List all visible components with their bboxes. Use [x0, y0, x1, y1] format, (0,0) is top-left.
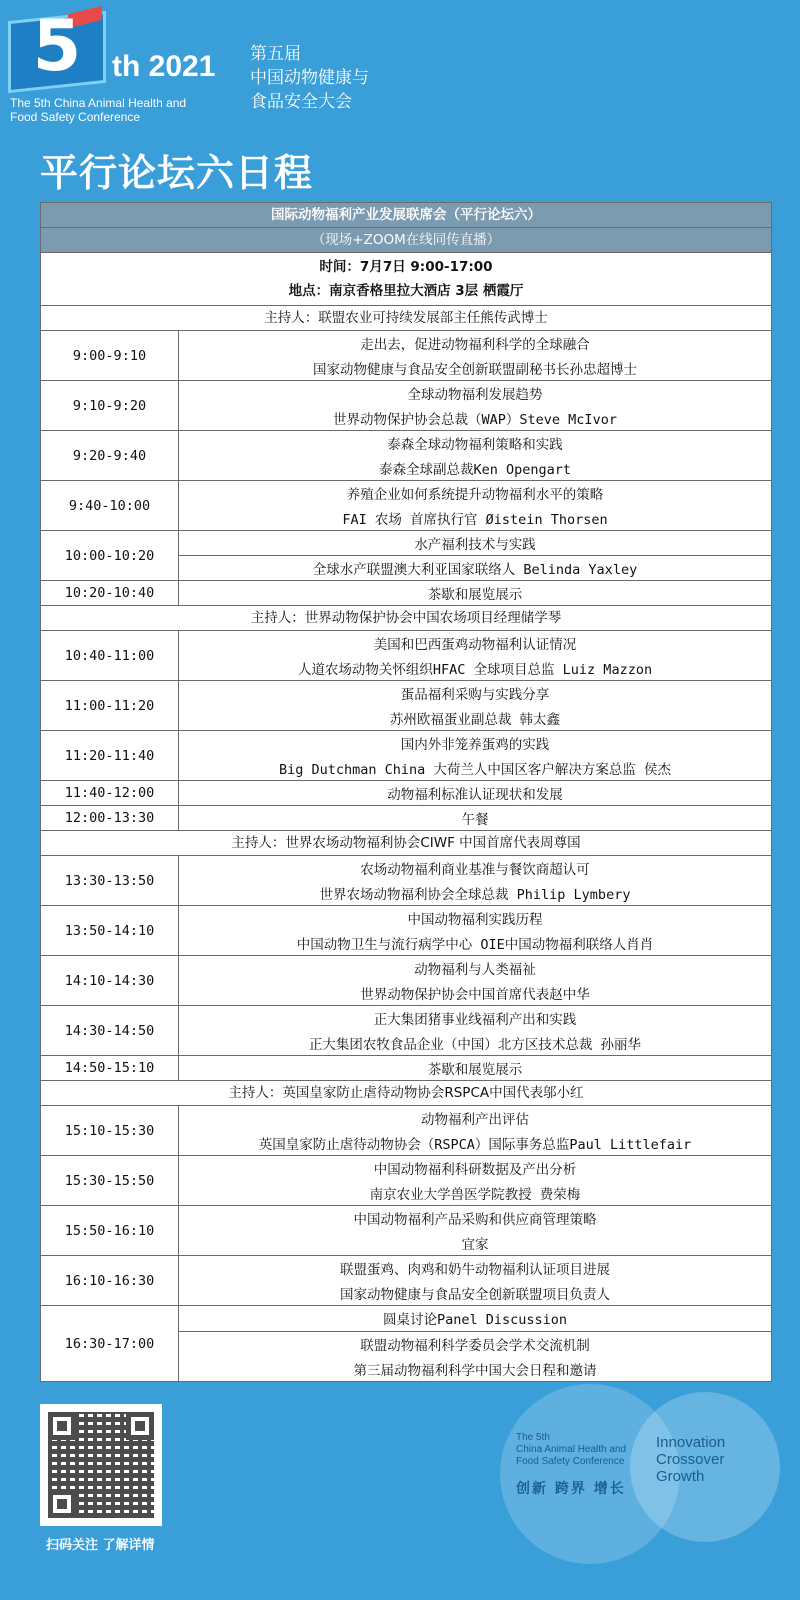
forum-title: 国际动物福利产业发展联席会（平行论坛六） — [271, 207, 541, 223]
session-content — [179, 531, 771, 580]
session-row — [41, 956, 771, 1006]
session-row — [41, 731, 771, 781]
session-content — [179, 581, 771, 605]
slogan-english — [656, 1434, 725, 1485]
session-row — [41, 681, 771, 731]
session-row — [41, 1206, 771, 1256]
session-content — [179, 1006, 771, 1055]
session-content — [179, 856, 771, 905]
session-content — [179, 1256, 771, 1305]
session-time: 15:10-15:30 — [41, 1106, 179, 1155]
session-time: 14:10-14:30 — [41, 956, 179, 1005]
host-row — [41, 1081, 771, 1106]
session-content — [179, 1106, 771, 1155]
footer-conf-line-3: Food Safety Conference — [516, 1456, 625, 1467]
schedule-table — [40, 202, 772, 1382]
conf-cn-line-1: 第五届 — [250, 44, 301, 64]
slogan-en-line-2: Crossover — [656, 1451, 725, 1468]
session-speaker: Big Dutchman China 大荷兰人中国区客户解决方案总监 侯杰 — [278, 761, 672, 778]
host-row — [41, 306, 771, 331]
session-title: 联盟蛋鸡、肉鸡和奶牛动物福利认证项目进展 — [340, 1262, 610, 1279]
session-speaker: 世界动物保护协会中国首席代表赵中华 — [360, 986, 590, 1003]
logo-english-name — [10, 96, 230, 124]
session-time: 11:40-12:00 — [41, 781, 179, 805]
forum-title-row — [41, 203, 771, 228]
session-content — [179, 381, 771, 430]
session-content — [179, 956, 771, 1005]
session-title: 水产福利技术与实践 — [179, 531, 771, 556]
session-row — [41, 1006, 771, 1056]
session-content — [179, 431, 771, 480]
session-speaker: 英国皇家防止虐待动物协会（RSPCA）国际事务总监Paul Littlefair — [258, 1136, 692, 1153]
session-title: 美国和巴西蛋鸡动物福利认证情况 — [373, 637, 577, 654]
session-speaker: 中国动物卫生与流行病学中心 OIE中国动物福利联络人肖肖 — [296, 936, 654, 953]
session-time: 10:40-11:00 — [41, 631, 179, 680]
host-text: 主持人：英国皇家防止虐待动物协会RSPCA中国代表邬小红 — [228, 1085, 584, 1101]
session-time: 15:30-15:50 — [41, 1156, 179, 1205]
session-time: 9:00-9:10 — [41, 331, 179, 380]
session-row — [41, 1056, 771, 1081]
session-row — [41, 1306, 771, 1381]
session-title: 国内外非笼养蛋鸡的实践 — [400, 737, 550, 754]
session-speaker: 苏州欧福蛋业副总裁 韩太鑫 — [389, 711, 561, 728]
session-content — [179, 481, 771, 530]
conf-cn-line-3: 食品安全大会 — [250, 92, 352, 112]
slogan-chinese: 创新 跨界 增长 — [516, 1481, 626, 1497]
session-title: 动物福利与人类福祉 — [414, 962, 536, 979]
logo-en-line-1: The 5th China Animal Health and — [10, 96, 187, 110]
session-row — [41, 781, 771, 806]
session-row — [41, 1156, 771, 1206]
session-row — [41, 581, 771, 606]
session-title: 农场动物福利商业基准与餐饮商超认可 — [360, 862, 590, 879]
slogan-en-line-1: Innovation — [656, 1434, 726, 1451]
forum-time: 时间：7月7日 9:00-17:00 — [319, 259, 493, 275]
session-time: 14:50-15:10 — [41, 1056, 179, 1080]
session-speaker: 正大集团农牧食品企业（中国）北方区技术总裁 孙丽华 — [308, 1036, 642, 1053]
session-content — [179, 906, 771, 955]
session-row — [41, 1256, 771, 1306]
session-row — [41, 1106, 771, 1156]
host-row — [41, 606, 771, 631]
host-row — [41, 831, 771, 856]
session-time: 11:20-11:40 — [41, 731, 179, 780]
session-speaker: 第三届动物福利科学中国大会日程和邀请 — [353, 1362, 597, 1379]
host-text: 主持人：联盟农业可持续发展部主任熊传武博士 — [264, 310, 548, 326]
session-speaker: 人道农场动物关怀组织HFAC 全球项目总监 Luiz Mazzon — [297, 661, 653, 678]
session-content — [179, 781, 771, 805]
page-title: 平行论坛六日程 — [40, 151, 314, 195]
qr-pattern — [48, 1412, 154, 1518]
session-title: 午餐 — [461, 812, 489, 828]
session-row — [41, 331, 771, 381]
session-title: 茶歇和展览展示 — [427, 587, 523, 603]
session-title: 圆桌讨论Panel Discussion — [179, 1306, 771, 1332]
host-text: 主持人：世界动物保护协会中国农场项目经理储学琴 — [250, 610, 562, 626]
session-time: 12:00-13:30 — [41, 806, 179, 830]
qr-finder-top-left — [48, 1412, 76, 1440]
session-speaker: 泰森全球副总裁Ken Opengart — [378, 461, 572, 478]
session-time: 16:10-16:30 — [41, 1256, 179, 1305]
session-row — [41, 856, 771, 906]
session-row — [41, 481, 771, 531]
session-title: 动物福利产出评估 — [421, 1112, 529, 1129]
session-row — [41, 381, 771, 431]
session-row — [41, 631, 771, 681]
session-time: 9:40-10:00 — [41, 481, 179, 530]
session-content — [179, 1306, 771, 1381]
session-title: 正大集团猪事业线福利产出和实践 — [373, 1012, 577, 1029]
session-title: 中国动物福利科研数据及产出分析 — [373, 1162, 577, 1179]
session-title: 泰森全球动物福利策略和实践 — [387, 437, 563, 454]
session-speaker: FAI 农场 首席执行官 Øistein Thorsen — [342, 511, 608, 528]
session-title: 蛋品福利采购与实践分享 — [400, 687, 550, 704]
session-time: 13:50-14:10 — [41, 906, 179, 955]
session-speaker: 国家动物健康与食品安全创新联盟项目负责人 — [340, 1286, 610, 1303]
session-time: 9:10-9:20 — [41, 381, 179, 430]
session-speaker: 国家动物健康与食品安全创新联盟副秘书长孙忠超博士 — [313, 361, 637, 378]
forum-location: 地点：南京香格里拉大酒店 3层 栖霞厅 — [288, 283, 524, 299]
session-content — [179, 731, 771, 780]
slogan-en-line-3: Growth — [656, 1468, 705, 1485]
session-title: 中国动物福利产品采购和供应商管理策略 — [353, 1212, 597, 1229]
logo-en-line-2: Food Safety Conference — [10, 110, 141, 124]
footer-conf-line-1: The 5th — [516, 1432, 550, 1443]
session-speaker: 世界动物保护协会总裁（WAP）Steve McIvor — [333, 411, 617, 428]
broadcast-row — [41, 228, 771, 253]
session-row — [41, 531, 771, 581]
session-content — [179, 631, 771, 680]
logo-number: 5 — [32, 5, 82, 87]
session-title: 茶歇和展览展示 — [427, 1062, 523, 1078]
broadcast-note: （现场+ZOOM在线同传直播） — [311, 232, 501, 248]
conference-chinese-name — [250, 42, 450, 114]
session-time: 13:30-13:50 — [41, 856, 179, 905]
qr-code[interactable] — [40, 1404, 162, 1526]
session-speaker: 世界农场动物福利协会全球总裁 Philip Lymbery — [319, 886, 631, 903]
session-title: 养殖企业如何系统提升动物福利水平的策略 — [346, 487, 604, 504]
session-content — [179, 1156, 771, 1205]
session-time: 15:50-16:10 — [41, 1206, 179, 1255]
session-time: 16:30-17:00 — [41, 1306, 179, 1381]
session-content — [179, 1056, 771, 1080]
session-speaker: 全球水产联盟澳大利亚国家联络人 Belinda Yaxley — [312, 562, 638, 578]
footer-conference-name — [516, 1432, 656, 1468]
qr-finder-bottom-left — [48, 1490, 76, 1518]
host-text: 主持人：世界农场动物福利协会CIWF 中国首席代表周尊国 — [231, 835, 581, 851]
session-time: 14:30-14:50 — [41, 1006, 179, 1055]
session-speaker: 宜家 — [461, 1236, 489, 1253]
session-row — [41, 906, 771, 956]
session-speaker: 联盟动物福利科学委员会学术交流机制 — [360, 1338, 590, 1354]
session-time: 11:00-11:20 — [41, 681, 179, 730]
session-title: 动物福利标准认证现状和发展 — [387, 787, 563, 803]
qr-caption: 扫码关注 了解详情 — [46, 1538, 155, 1553]
session-row — [41, 431, 771, 481]
conf-cn-line-2: 中国动物健康与 — [250, 68, 369, 88]
logo-year: th 2021 — [112, 50, 216, 83]
time-location-row — [41, 253, 771, 306]
conference-logo — [8, 5, 248, 124]
qr-finder-top-right — [126, 1412, 154, 1440]
session-title: 全球动物福利发展趋势 — [407, 387, 543, 404]
session-content — [179, 681, 771, 730]
session-title: 走出去，促进动物福利科学的全球融合 — [360, 337, 590, 354]
session-content — [179, 806, 771, 830]
footer-conf-line-2: China Animal Health and — [516, 1444, 627, 1455]
session-time: 9:20-9:40 — [41, 431, 179, 480]
session-content — [179, 331, 771, 380]
session-title: 中国动物福利实践历程 — [407, 912, 543, 929]
session-content — [179, 1206, 771, 1255]
session-speaker: 南京农业大学兽医学院教授 费荣梅 — [369, 1186, 581, 1203]
session-row — [41, 806, 771, 831]
session-time: 10:00-10:20 — [41, 531, 179, 580]
session-time: 10:20-10:40 — [41, 581, 179, 605]
